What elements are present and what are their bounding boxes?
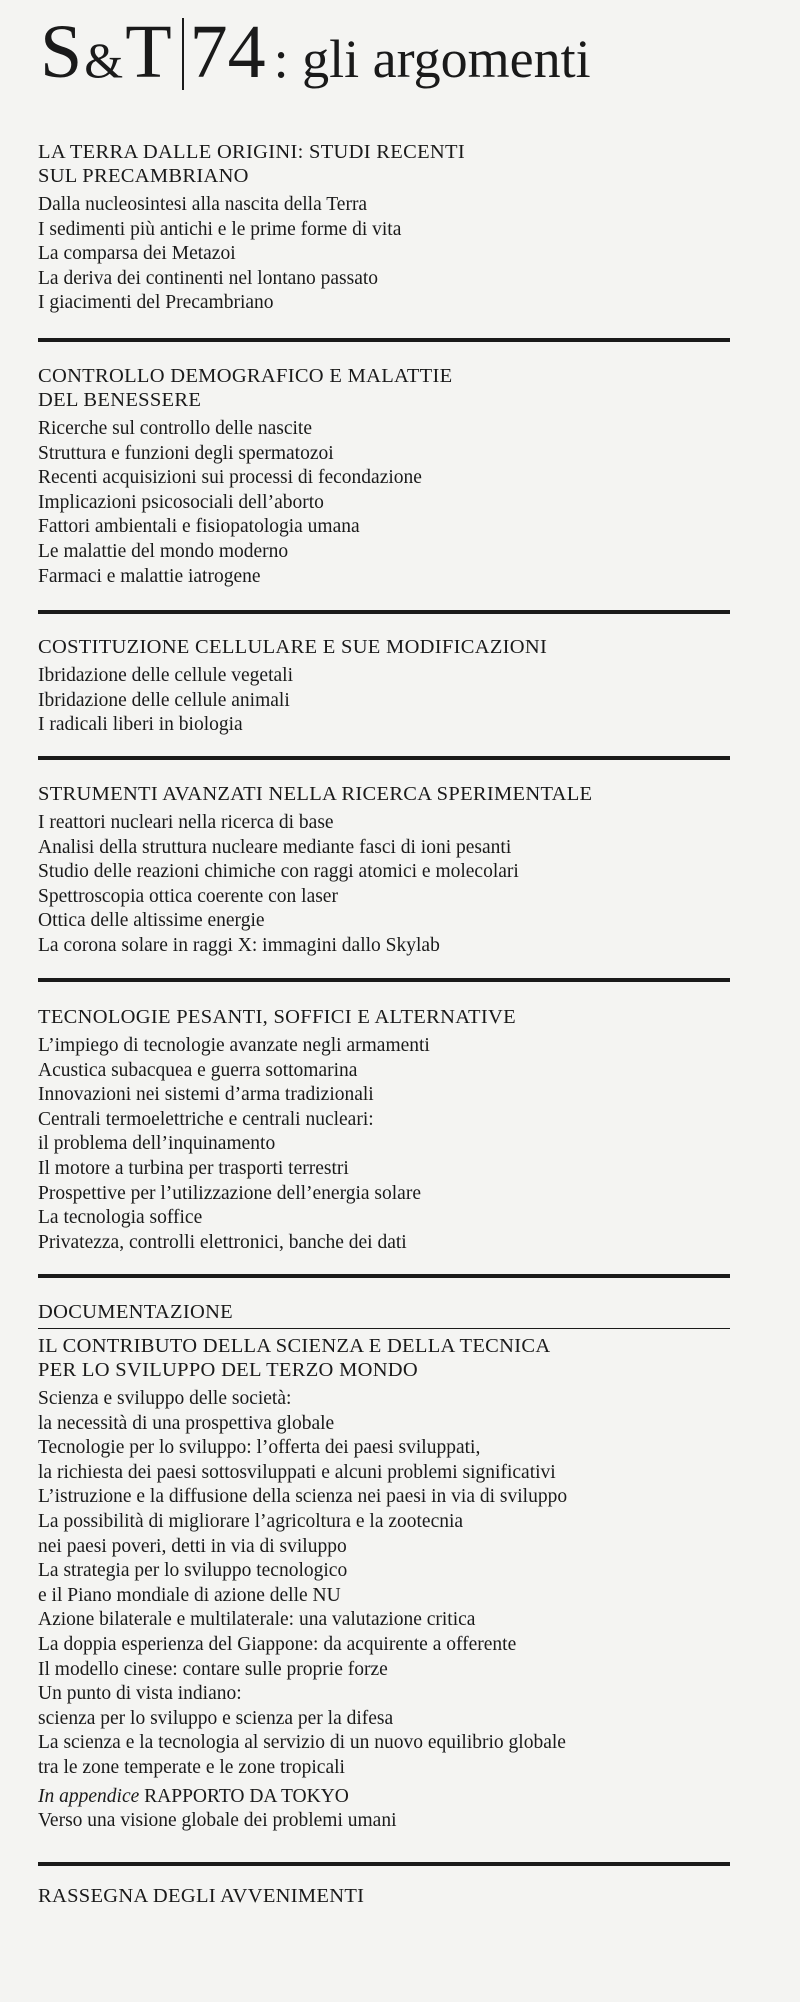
- section-list: [38, 193, 738, 316]
- section-title: IL CONTRIBUTO DELLA SCIENZA E DELLA TECNICA PER LO SVILUPPO DEL TERZO MONDO: [38, 1335, 551, 1381]
- list-item: Ricerche sul controllo delle nascite: [38, 418, 312, 439]
- list-item: Centrali termoelettriche e centrali nucleari:: [38, 1108, 374, 1130]
- logo-letter-t: T: [125, 10, 172, 94]
- list-item: La deriva dei continenti nel lontano passato: [38, 267, 379, 289]
- list-item: tra le zone temperate e le zone tropicali: [38, 1756, 345, 1778]
- list-item: L’impiego di tecnologie avanzate negli armamenti: [38, 1035, 430, 1056]
- section-divider: [38, 610, 730, 614]
- section-divider: [38, 1862, 730, 1866]
- section-divider: [38, 338, 730, 342]
- list-item: La tecnologia soffice: [38, 1207, 203, 1229]
- list-item: Privatezza, controlli elettronici, banche dei dati: [38, 1231, 407, 1253]
- section-title: RASSEGNA DEGLI AVVENIMENTI: [38, 1885, 365, 1907]
- section-cellulare: [38, 635, 738, 738]
- list-item: il problema dell’inquinamento: [38, 1133, 276, 1155]
- section-terra: [38, 140, 738, 316]
- list-item: Spettroscopia ottica coerente con laser: [38, 885, 338, 907]
- logo-letter-s: S: [40, 10, 83, 94]
- list-item: Azione bilaterale e multilaterale: una valutazione critica: [38, 1609, 476, 1631]
- section-title: LA TERRA DALLE ORIGINI: STUDI RECENTI SUL PRECAMBRIANO: [38, 141, 465, 187]
- list-item: scienza per lo sviluppo e scienza per la difesa: [38, 1707, 394, 1729]
- list-item: Recenti acquisizioni sui processi di fecondazione: [38, 467, 422, 489]
- list-item: I reattori nucleari nella ricerca di base: [38, 812, 334, 833]
- section-terzo-mondo: [38, 1334, 738, 1834]
- issue-number: 74: [189, 10, 266, 94]
- list-item: Il motore a turbina per trasporti terrestri: [38, 1157, 349, 1179]
- list-item: I radicali liberi in biologia: [38, 714, 243, 736]
- appendix-title: RAPPORTO DA TOKYO: [144, 1785, 349, 1807]
- section-strumenti: [38, 782, 738, 959]
- section-divider: [38, 978, 730, 982]
- list-item: Implicazioni psicosociali dell’aborto: [38, 491, 324, 513]
- page-header: [40, 10, 591, 94]
- list-item: Innovazioni nei sistemi d’arma tradizionali: [38, 1084, 374, 1106]
- list-item: Struttura e funzioni degli spermatozoi: [38, 442, 334, 464]
- list-item: Il modello cinese: contare sulle proprie forze: [38, 1658, 388, 1680]
- logo-ampersand: &: [84, 32, 124, 88]
- list-item: Le malattie del mondo moderno: [38, 540, 289, 562]
- list-item: Farmaci e malattie iatrogene: [38, 565, 261, 587]
- list-item: Studio delle reazioni chimiche con raggi atomici e molecolari: [38, 861, 519, 883]
- list-item: I sedimenti più antichi e le prime forme di vita: [38, 218, 402, 240]
- list-item: la necessità di una prospettiva globale: [38, 1412, 335, 1434]
- list-item: L’istruzione e la diffusione della scienza nei paesi in via di sviluppo: [38, 1486, 568, 1508]
- list-item: nei paesi poveri, detti in via di sviluppo: [38, 1535, 347, 1557]
- list-item: Dalla nucleosintesi alla nascita della Terra: [38, 194, 368, 215]
- documentazione-underline: [38, 1328, 730, 1329]
- list-item: La scienza e la tecnologia al servizio di un nuovo equilibrio globale: [38, 1732, 566, 1754]
- section-list: [38, 811, 738, 959]
- list-item: Tecnologie per lo sviluppo: l’offerta dei paesi sviluppati,: [38, 1437, 481, 1459]
- section-title: STRUMENTI AVANZATI NELLA RICERCA SPERIMENTALE: [38, 783, 593, 805]
- list-item: Acustica subacquea e guerra sottomarina: [38, 1059, 358, 1081]
- list-item: Analisi della struttura nucleare mediante fasci di ioni pesanti: [38, 836, 512, 858]
- list-item: Ibridazione delle cellule animali: [38, 689, 290, 711]
- section-documentazione: [38, 1300, 738, 1328]
- section-title: COSTITUZIONE CELLULARE E SUE MODIFICAZIONI: [38, 636, 548, 658]
- appendix-line: [38, 1785, 738, 1810]
- section-title: TECNOLOGIE PESANTI, SOFFICI E ALTERNATIVE: [38, 1006, 516, 1028]
- list-item: La strategia per lo sviluppo tecnologico: [38, 1560, 348, 1582]
- list-item: Scienza e sviluppo delle società:: [38, 1388, 292, 1409]
- list-item: La corona solare in raggi X: immagini dallo Skylab: [38, 934, 440, 956]
- documentazione-label: DOCUMENTAZIONE: [38, 1301, 234, 1323]
- list-item: e il Piano mondiale di azione delle NU: [38, 1584, 341, 1606]
- list-item: Prospettive per l’utilizzazione dell’energia solare: [38, 1182, 421, 1204]
- page-title: : gli argomenti: [273, 29, 591, 89]
- section-demografico: [38, 364, 738, 589]
- list-item: La possibilità di migliorare l’agricoltura e la zootecnia: [38, 1510, 464, 1532]
- section-list: [38, 1034, 738, 1255]
- section-tecnologie: [38, 1005, 738, 1255]
- header-separator: [182, 18, 184, 90]
- section-title: CONTROLLO DEMOGRAFICO E MALATTIE DEL BENESSERE: [38, 365, 453, 411]
- list-item: I giacimenti del Precambriano: [38, 292, 274, 314]
- list-item: Verso una visione globale dei problemi umani: [38, 1810, 397, 1832]
- section-list: [38, 417, 738, 589]
- section-list: [38, 664, 738, 738]
- list-item: Ibridazione delle cellule vegetali: [38, 665, 293, 686]
- list-item: Fattori ambientali e fisiopatologia umana: [38, 516, 360, 538]
- list-item: Un punto di vista indiano:: [38, 1683, 242, 1705]
- list-item: Ottica delle altissime energie: [38, 910, 265, 932]
- list-item: La doppia esperienza del Giappone: da acquirente a offerente: [38, 1633, 517, 1655]
- section-list: [38, 1387, 738, 1834]
- section-divider: [38, 756, 730, 760]
- appendix-label: In appendice: [38, 1785, 140, 1807]
- section-rassegna: [38, 1884, 738, 1913]
- list-item: la richiesta dei paesi sottosviluppati e alcuni problemi significativi: [38, 1461, 556, 1483]
- list-item: La comparsa dei Metazoi: [38, 243, 236, 265]
- section-divider: [38, 1274, 730, 1278]
